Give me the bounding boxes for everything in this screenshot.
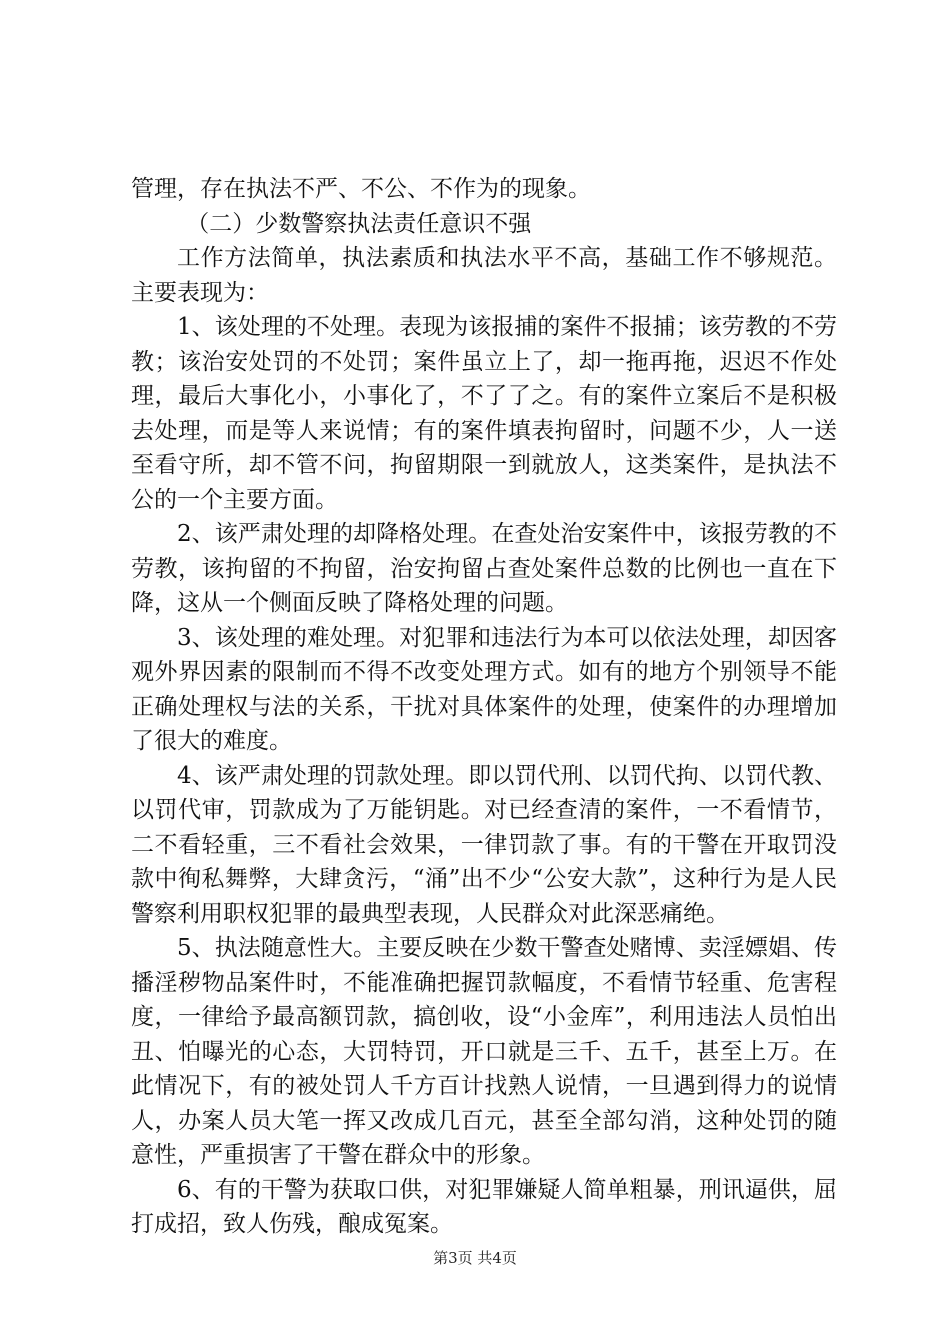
paragraph-item-6: 6、有的干警为获取口供，对犯罪嫌疑人简单粗暴，刑讯逼供，屈打成招，致人伤残，酿成冤案。: [131, 1176, 837, 1237]
document-body: [131, 172, 837, 1242]
section-heading: （二）少数警察执法责任意识不强: [186, 210, 532, 237]
page-number-footer: 第3页 共4页: [433, 1249, 517, 1267]
paragraph-item-5: 5、执法随意性大。主要反映在少数干警查处赌博、卖淫嫖娼、传播淫秽物品案件时，不能准确把握罚款幅度，不看情节轻重、危害程度，一律给予最高额罚款，搞创收，设“小金库”，利用违法人员怕出丑、怕曝光的心态，大罚特罚，开口就是三千、五千，甚至上万。在此情况下，有的被处罚人千方百计找熟人说情，一旦遇到得力的说情人，办案人员大笔一挥又改成几百元，甚至全部勾消，这种处罚的随意性，严重损害了干警在群众中的形象。: [131, 935, 837, 1168]
paragraph-continuation: 管理，存在执法不严、不公、不作为的现象。: [131, 176, 591, 202]
paragraph-item-2: 2、该严肃处理的却降格处理。在查处治安案件中，该报劳教的不劳教，该拘留的不拘留，治安拘留占查处案件总数的比例也一直在下降，这从一个侧面反映了降格处理的问题。: [131, 521, 837, 616]
paragraph-item-4: 4、该严肃处理的罚款处理。即以罚代刑、以罚代拘、以罚代教、以罚代审，罚款成为了万能钥匙。对已经查清的案件，一不看情节，二不看轻重，三不看社会效果，一律罚款了事。有的干警在开取罚没款中徇私舞弊，大肆贪污，“涌”出不少“公安大款”，这种行为是人民警察利用职权犯罪的最典型表现，人民群众对此深恶痛绝。: [131, 762, 837, 927]
paragraph-intro: 工作方法简单，执法素质和执法水平不高，基础工作不够规范。主要表现为：: [131, 245, 837, 306]
paragraph-item-1: 1、该处理的不处理。表现为该报捕的案件不报捕；该劳教的不劳教；该治安处罚的不处罚；案件虽立上了，却一拖再拖，迟迟不作处理，最后大事化小，小事化了，不了了之。有的案件立案后不是积极去处理，而是等人来说情；有的案件填表拘留时，问题不少，人一送至看守所，却不管不问，拘留期限一到就放人，这类案件，是执法不公的一个主要方面。: [131, 314, 837, 513]
paragraph-item-3: 3、该处理的难处理。对犯罪和违法行为本可以依法处理，却因客观外界因素的限制而不得不改变处理方式。如有的地方个别领导不能正确处理权与法的关系，干扰对具体案件的处理，使案件的办理增加了很大的难度。: [131, 624, 837, 754]
